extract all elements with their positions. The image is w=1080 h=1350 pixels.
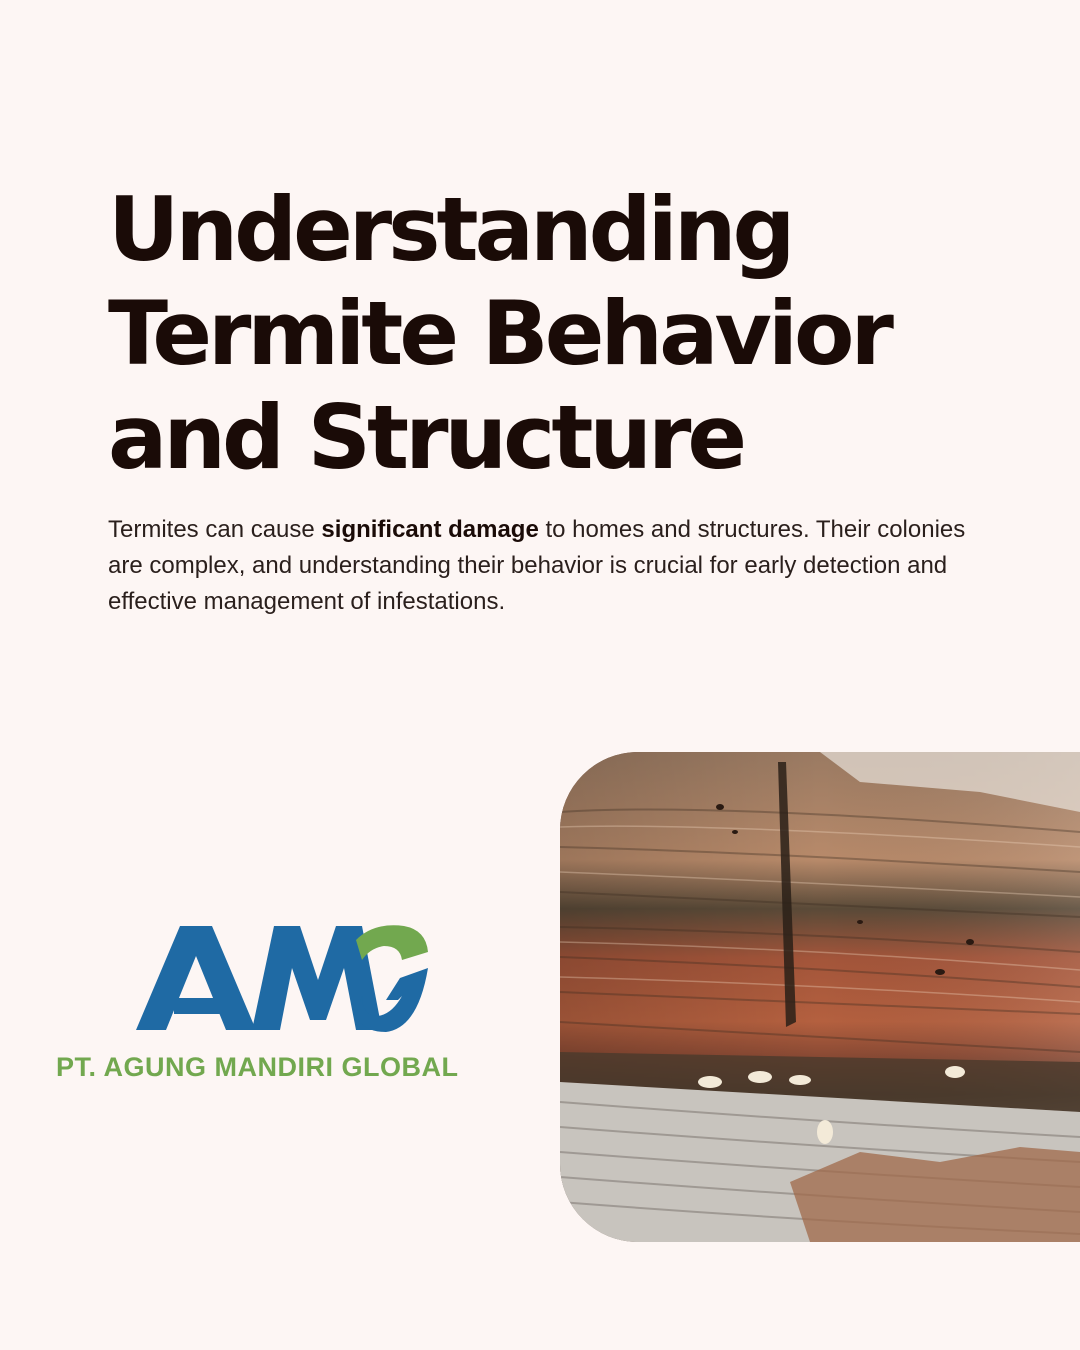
page-title bbox=[108, 178, 1008, 490]
intro-text-start: Termites can cause bbox=[108, 516, 322, 543]
title-line-3: and Structure bbox=[108, 386, 744, 489]
intro-text-end: to homes and structures. Their colonies are complex, and understanding their behavior is crucial for early detection and effective management of infestations. bbox=[108, 516, 966, 615]
termite-damaged-wood-photo bbox=[560, 752, 1080, 1242]
company-logo bbox=[56, 920, 496, 1090]
title-line-1: Understanding bbox=[108, 178, 792, 281]
amg-monogram-icon bbox=[56, 920, 496, 1050]
intro-paragraph bbox=[108, 512, 988, 620]
title-line-2: Termite Behavior bbox=[108, 282, 890, 385]
wood-photo-illustration bbox=[560, 752, 1080, 1242]
intro-emphasis: significant damage bbox=[321, 516, 539, 543]
company-name: PT. AGUNG MANDIRI GLOBAL bbox=[56, 1052, 459, 1082]
